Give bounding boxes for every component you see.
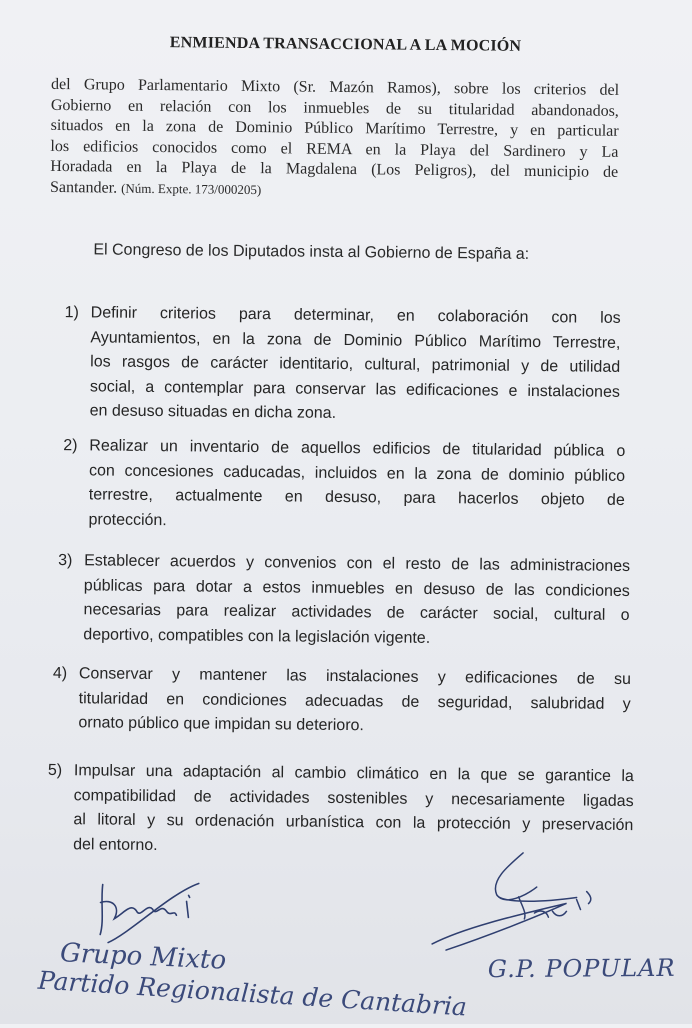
intro-line: situados en la zona de Dominio Público Marítimo Terrestre, y en particular	[50, 116, 619, 140]
item-line: deportivo, compatibles con la legislación vigente.	[83, 625, 431, 647]
item-line: compatibilidad de actividades sostenibles y necesariamente ligadas	[73, 786, 634, 810]
item-line: Ayuntamientos, en la zona de Dominio Público Marítimo Terrestre,	[90, 328, 621, 352]
right-signature	[426, 846, 627, 958]
list-item	[58, 549, 631, 653]
intro-line: del Grupo Parlamentario Mixto (Sr. Mazón Ramos), sobre los criterios del	[51, 75, 620, 99]
intro-paragraph	[50, 75, 619, 204]
item-line: Realizar un inventario de aquellos edificios de titularidad pública o	[89, 437, 626, 460]
item-number: 5)	[47, 761, 63, 780]
lead-sentence: El Congreso de los Diputados insta al Gobierno de España a:	[93, 241, 530, 263]
item-number: 3)	[58, 552, 73, 570]
intro-line: Gobierno en relación con los inmuebles de su titularidad abandonados,	[50, 96, 619, 120]
item-line: Definir criterios para determinar, en colaboración con los	[90, 304, 621, 327]
item-line: social, a contemplar para conservar las edificaciones e instalaciones	[89, 377, 621, 401]
item-line: necesarias para realizar actividades de carácter social, cultural o	[83, 601, 630, 625]
left-party-handwritten: Partido Regionalista de Cantabria	[37, 965, 468, 1022]
right-group-handwritten: G.P. POPULAR	[487, 953, 676, 984]
item-line: públicas para dotar a estos inmuebles en desuso de las condiciones	[83, 576, 630, 600]
item-line: protección.	[88, 510, 167, 529]
intro-line: los edificios conocidos como el REMA en la Playa del Sardinero y La	[50, 137, 619, 161]
document-title: ENMIENDA TRANSACCIONAL A LA MOCIÓN	[169, 34, 522, 55]
list-item	[63, 434, 626, 538]
item-line: ornato público que impidan su deterioro.	[78, 714, 365, 735]
expediente-number: (Núm. Expte. 173/000205)	[121, 180, 262, 197]
left-group-handwritten: Grupo Mixto	[59, 938, 227, 976]
item-line: Conservar y mantener las instalaciones y edificaciones de su	[78, 665, 631, 689]
list-item	[64, 301, 621, 429]
item-number: 4)	[52, 664, 68, 683]
item-line: con concesiones caducadas, incluidos en la zona de dominio público	[88, 461, 626, 485]
item-number: 1)	[64, 304, 80, 322]
list-item	[52, 662, 631, 741]
item-line: al litoral y su ordenación urbanística con la protección y preservación	[73, 811, 634, 835]
item-line: titularidad en condiciones adecuadas de seguridad, salubridad y	[78, 689, 631, 713]
item-line: terrestre, actualmente en desuso, para hacerlos objeto de	[88, 486, 625, 509]
item-number: 2)	[63, 437, 78, 455]
intro-last-text: Santander.	[49, 178, 118, 197]
item-line: los rasgos de carácter identitario, cultural, patrimonial y de utilidad	[90, 353, 621, 376]
intro-line: Horadada en la Playa de la Magdalena (Los Peligros), del municipio de	[50, 157, 619, 181]
item-line: en desuso situadas en dicha zona.	[89, 402, 337, 422]
item-line: Establecer acuerdos y convenios con el resto de las administraciones	[84, 552, 631, 576]
item-line: Impulsar una adaptación al cambio climático en la que se garantice la	[73, 762, 634, 786]
item-line: del entorno.	[73, 835, 158, 854]
